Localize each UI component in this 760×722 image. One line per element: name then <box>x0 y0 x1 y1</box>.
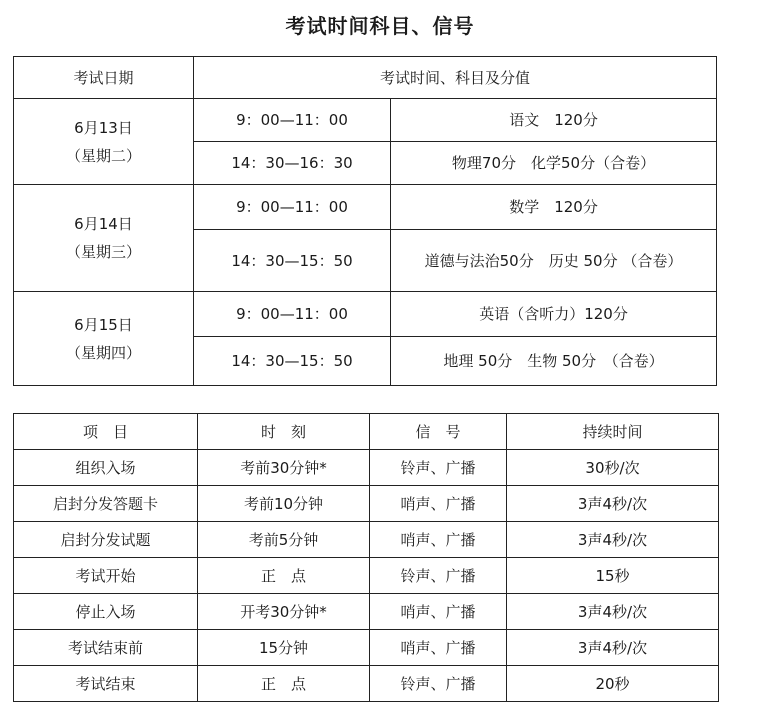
header-duration: 持续时间 <box>507 414 719 450</box>
header-item: 项 目 <box>14 414 198 450</box>
exam-subject: 数学 120分 <box>391 185 717 230</box>
signal-row <box>14 450 719 486</box>
exam-time: 9：00—11：00 <box>194 292 391 337</box>
exam-time: 14：30—16：30 <box>194 142 391 185</box>
signal-type: 铃声、广播 <box>370 558 507 594</box>
signal-item: 启封分发试题 <box>14 522 198 558</box>
signal-moment: 考前30分钟* <box>198 450 370 486</box>
signal-item: 考试开始 <box>14 558 198 594</box>
signal-type: 铃声、广播 <box>370 666 507 702</box>
page-title: 考试时间科目、信号 <box>285 14 475 38</box>
exam-weekday: （星期二） <box>65 146 141 165</box>
header-exam-date: 考试日期 <box>14 57 194 99</box>
signal-item: 启封分发答题卡 <box>14 486 198 522</box>
signal-item: 停止入场 <box>14 594 198 630</box>
signal-type: 哨声、广播 <box>370 594 507 630</box>
signal-type: 哨声、广播 <box>370 522 507 558</box>
signal-item: 组织入场 <box>14 450 198 486</box>
signal-moment: 开考30分钟* <box>198 594 370 630</box>
exam-time: 14：30—15：50 <box>194 230 391 292</box>
signal-row <box>14 558 719 594</box>
signal-duration: 20秒 <box>507 666 719 702</box>
exam-subject: 物理70分 化学50分（合卷） <box>391 142 717 185</box>
header-signal: 信 号 <box>370 414 507 450</box>
exam-weekday: （星期四） <box>65 343 141 362</box>
schedule-row <box>14 99 717 142</box>
signal-moment: 考前10分钟 <box>198 486 370 522</box>
schedule-header-row <box>14 57 717 99</box>
signal-duration: 3声4秒/次 <box>507 630 719 666</box>
exam-schedule-table <box>13 56 717 386</box>
signal-row <box>14 486 719 522</box>
signal-duration: 3声4秒/次 <box>507 594 719 630</box>
exam-subject: 地理 50分 生物 50分 （合卷） <box>391 337 717 386</box>
signal-duration: 30秒/次 <box>507 450 719 486</box>
signal-item: 考试结束 <box>14 666 198 702</box>
signal-row <box>14 666 719 702</box>
signal-row <box>14 630 719 666</box>
signal-moment: 正 点 <box>198 666 370 702</box>
exam-subject: 英语（含听力）120分 <box>391 292 717 337</box>
signal-duration: 3声4秒/次 <box>507 522 719 558</box>
signal-duration: 15秒 <box>507 558 719 594</box>
exam-date: 6月13日 <box>74 118 133 137</box>
signal-item: 考试结束前 <box>14 630 198 666</box>
exam-date: 6月15日 <box>74 315 133 334</box>
exam-date-cell <box>14 292 194 386</box>
exam-time: 9：00—11：00 <box>194 185 391 230</box>
schedule-row <box>14 185 717 230</box>
exam-date-cell <box>14 99 194 185</box>
signal-table <box>13 413 719 702</box>
signal-header-row <box>14 414 719 450</box>
exam-time: 9：00—11：00 <box>194 99 391 142</box>
signal-type: 哨声、广播 <box>370 630 507 666</box>
signal-row <box>14 522 719 558</box>
exam-date-cell <box>14 185 194 292</box>
exam-subject: 道德与法治50分 历史 50分 （合卷） <box>391 230 717 292</box>
signal-duration: 3声4秒/次 <box>507 486 719 522</box>
signal-row <box>14 594 719 630</box>
signal-type: 哨声、广播 <box>370 486 507 522</box>
schedule-row <box>14 292 717 337</box>
signal-moment: 正 点 <box>198 558 370 594</box>
header-moment: 时 刻 <box>198 414 370 450</box>
signal-moment: 考前5分钟 <box>198 522 370 558</box>
exam-date: 6月14日 <box>74 215 133 233</box>
signal-moment: 15分钟 <box>198 630 370 666</box>
exam-time: 14：30—15：50 <box>194 337 391 386</box>
signal-type: 铃声、广播 <box>370 450 507 486</box>
exam-weekday: （星期三） <box>65 243 141 261</box>
header-exam-time-subject: 考试时间、科目及分值 <box>194 57 717 99</box>
exam-subject: 语文 120分 <box>391 99 717 142</box>
